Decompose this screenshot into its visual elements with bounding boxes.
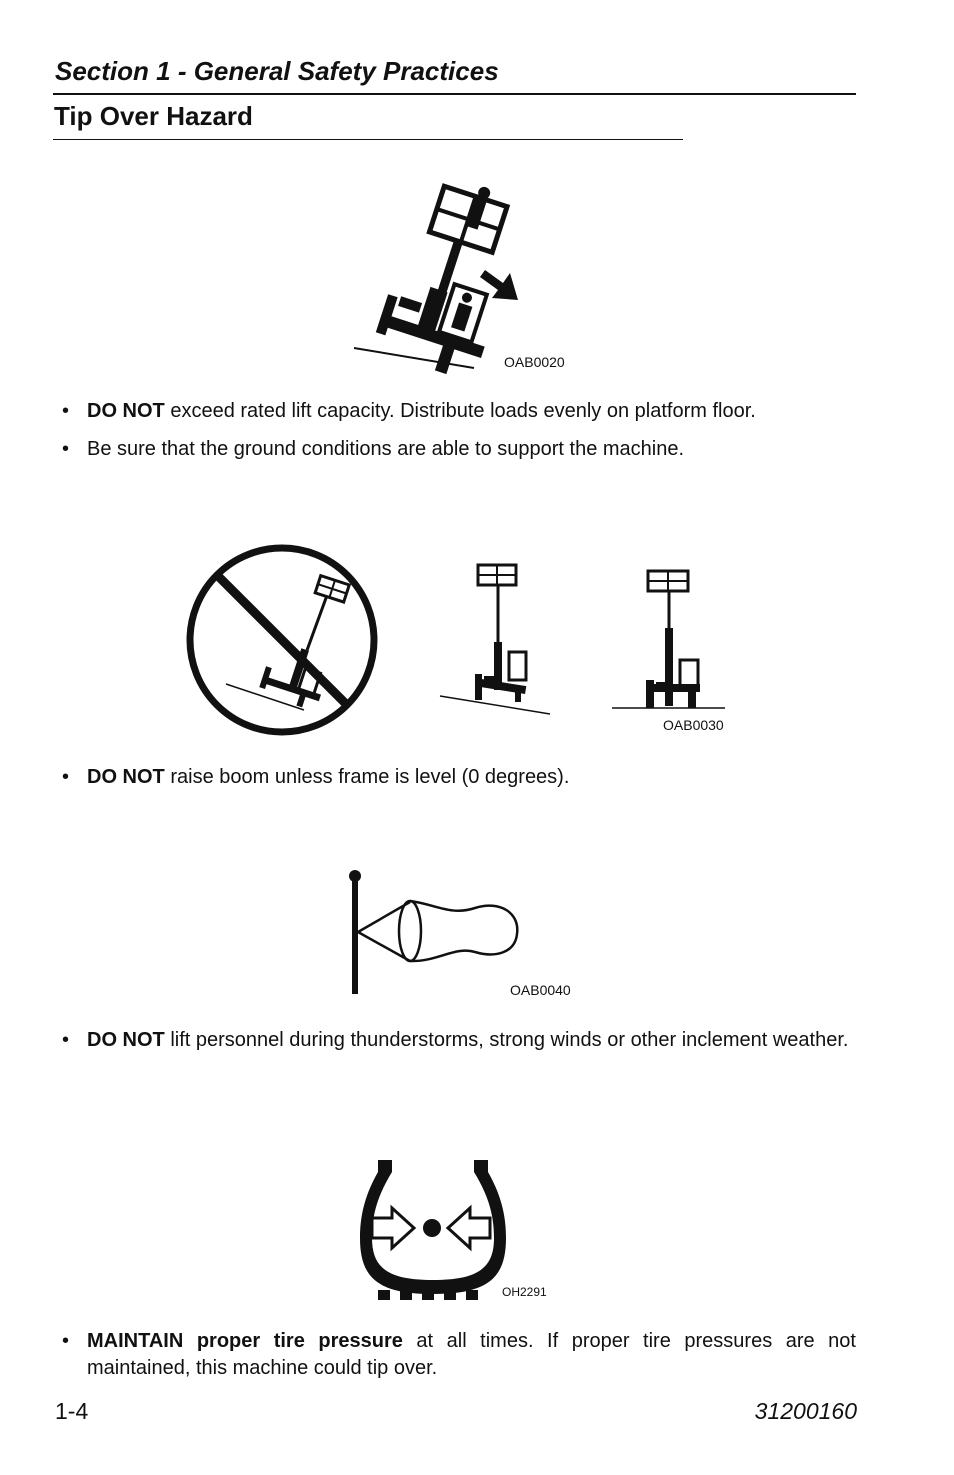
bullet-bold: DO NOT — [87, 766, 165, 788]
tire-pressure-icon — [358, 1158, 508, 1303]
bullet-dot: • — [62, 766, 70, 788]
bullet-dot: • — [62, 1029, 70, 1051]
bullet-dot: • — [62, 438, 70, 460]
bullet-item — [62, 1328, 856, 1382]
bullet-item — [62, 398, 856, 425]
bullet-text: Be sure that the ground conditions are able to support the machine. — [87, 438, 685, 460]
section-title: Section 1 - General Safety Practices — [55, 56, 499, 86]
no-slope-icon — [184, 542, 380, 738]
bullet-dot: • — [62, 400, 70, 422]
bullet-text: exceed rated lift capacity. Distribute loads evenly on platform floor. — [164, 400, 756, 422]
page-number: 1-4 — [55, 1398, 89, 1424]
figure-code: OAB0020 — [504, 354, 565, 370]
bullet-item — [62, 1027, 856, 1054]
tipping-lift-icon — [350, 180, 530, 375]
bullet-bold: DO NOT — [87, 400, 165, 422]
windsock-icon — [345, 868, 525, 998]
document-number: 31200160 — [754, 1398, 857, 1424]
bullet-bold: MAINTAIN proper tire pressure — [87, 1330, 403, 1352]
bullet-text: lift personnel during thunderstorms, strong winds or other inclement weather. — [164, 1029, 849, 1051]
bullet-item — [62, 436, 856, 463]
subheading-rule — [53, 139, 683, 140]
bullet-item — [62, 764, 856, 791]
section-rule — [53, 93, 856, 95]
bullet-bold: DO NOT — [87, 1029, 165, 1051]
page-subheading: Tip Over Hazard — [54, 101, 253, 131]
slope-machine-icon — [440, 562, 555, 722]
bullet-text: at all times. If proper tire pressures are not maintained, this machine could tip over. — [87, 1330, 856, 1379]
bullet-dot: • — [62, 1330, 70, 1352]
figure-code: OAB0040 — [510, 982, 571, 998]
figure-code: OAB0030 — [663, 717, 724, 733]
figure-code: OH2291 — [502, 1285, 547, 1299]
bullet-text: raise boom unless frame is level (0 degrees). — [164, 766, 570, 788]
level-machine-icon — [612, 568, 727, 713]
